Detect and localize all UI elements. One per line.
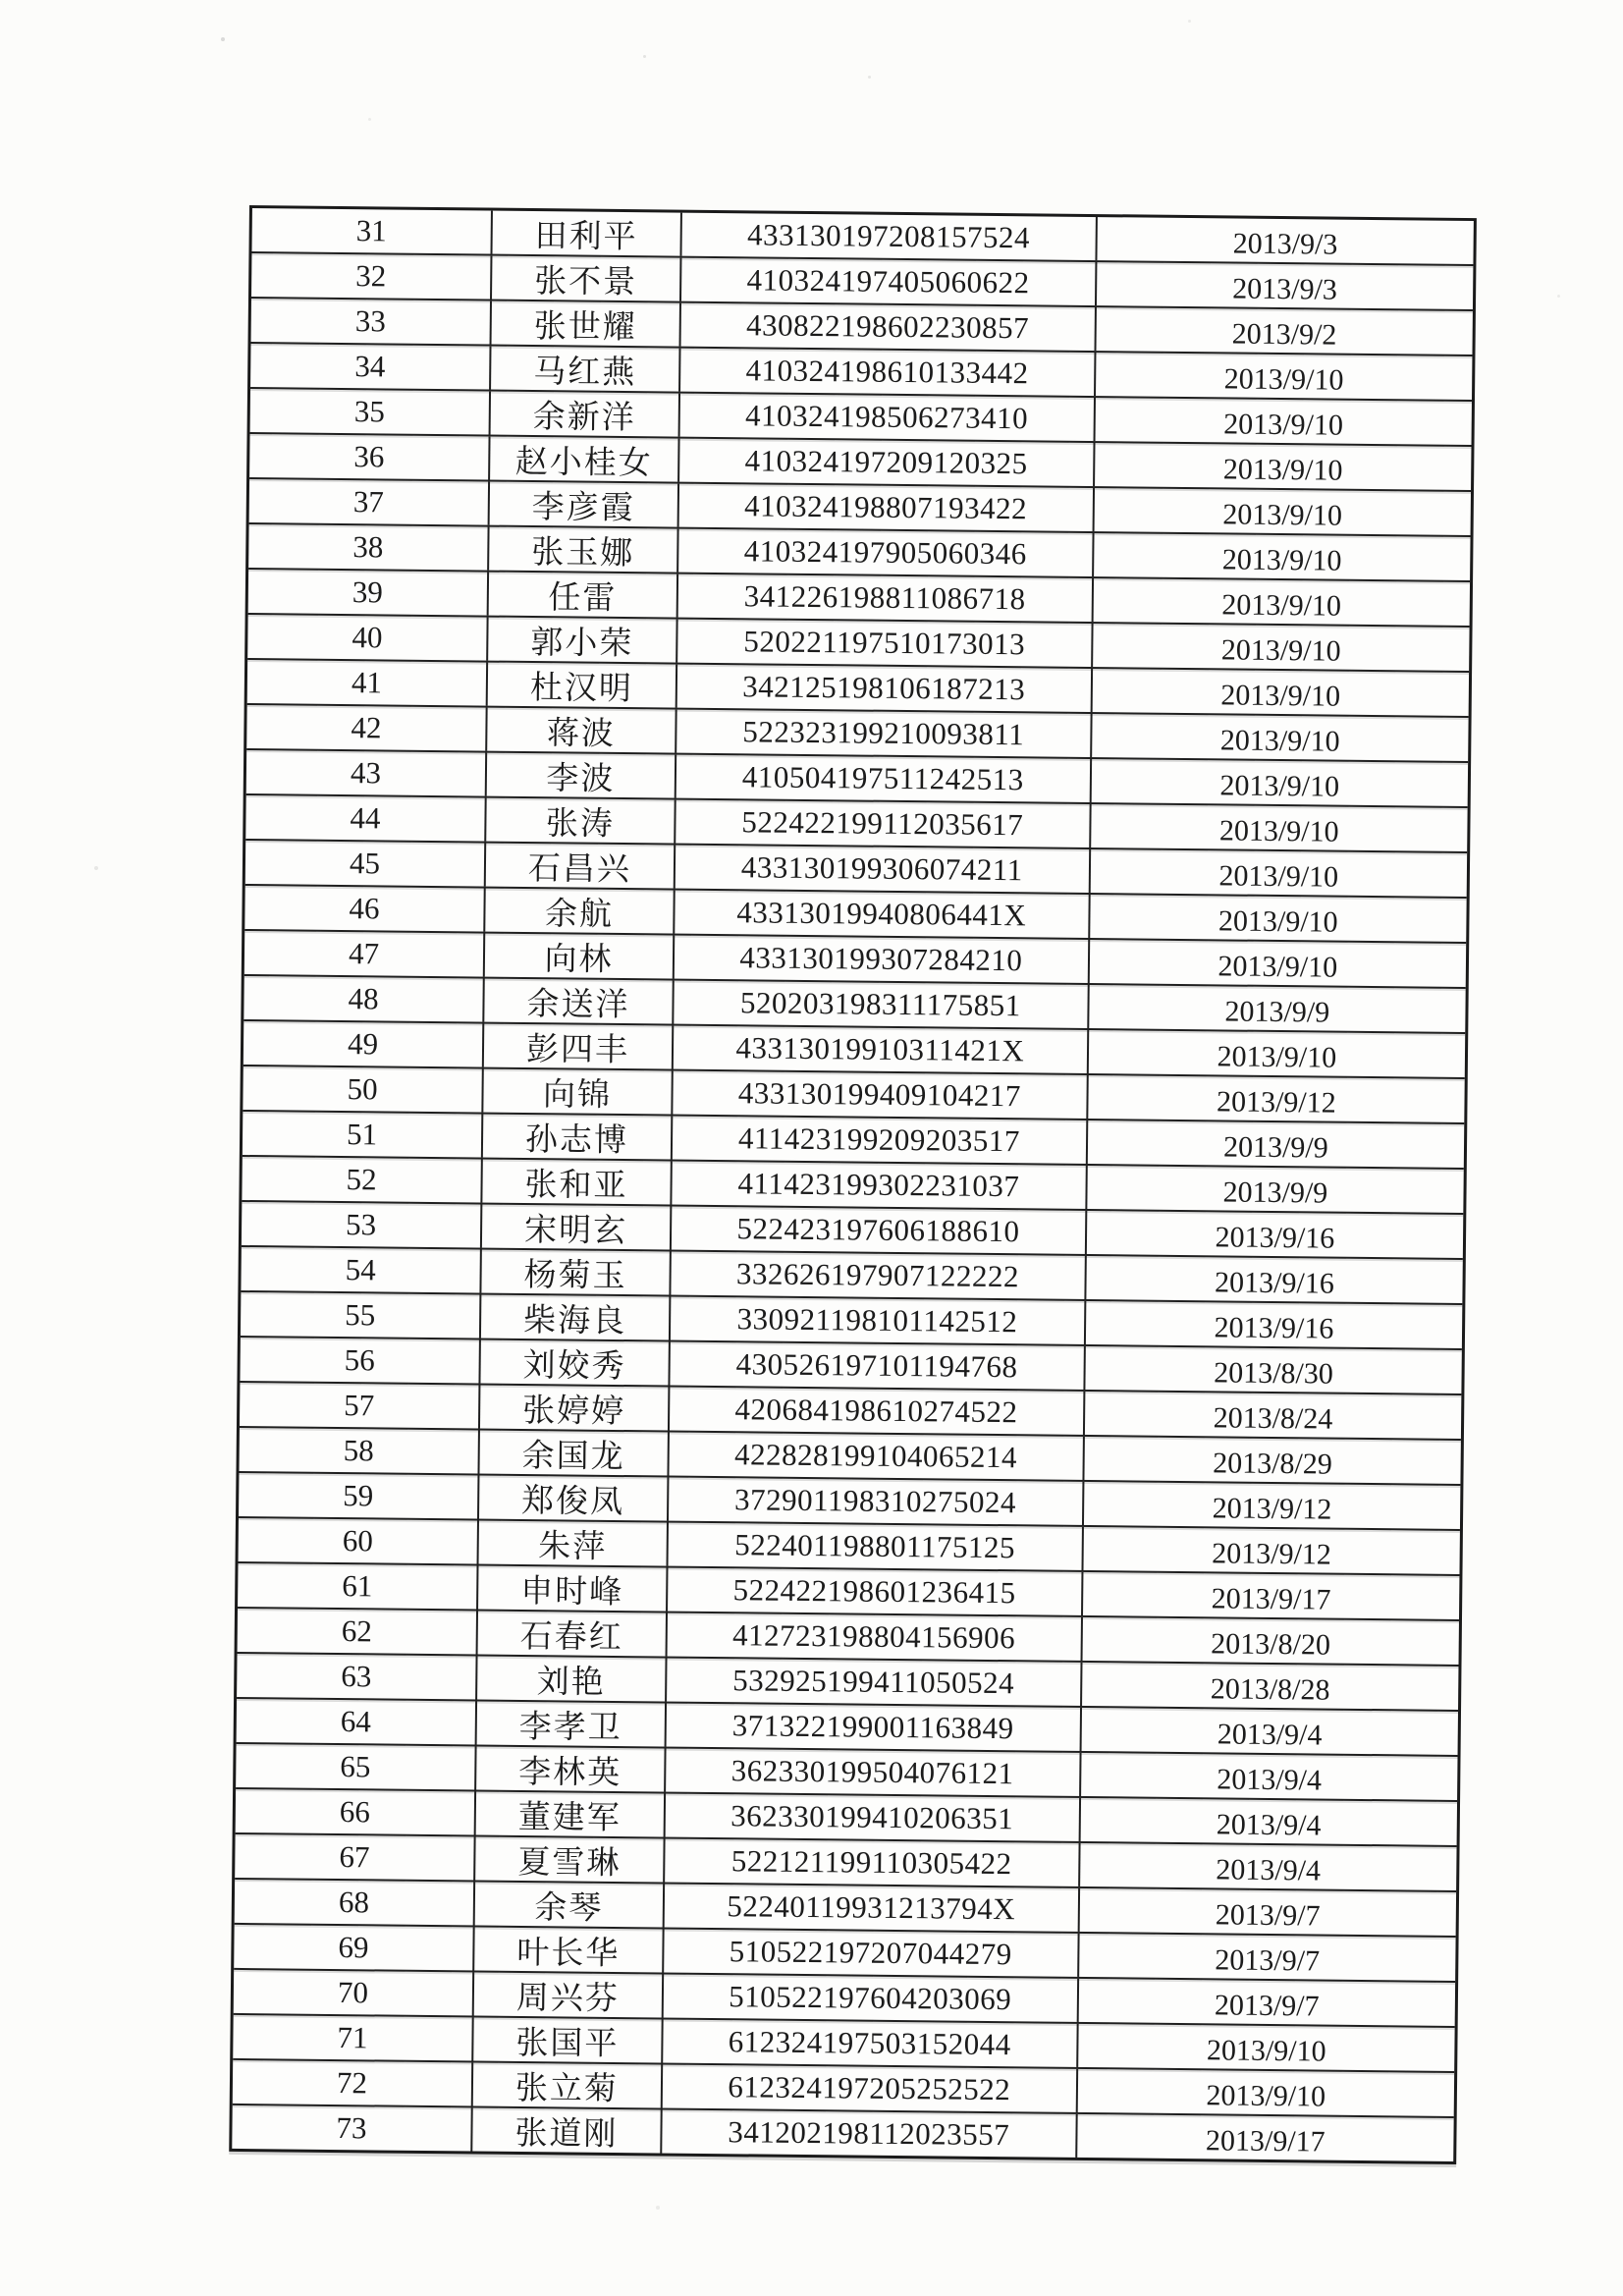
- name-cell: 余航: [485, 889, 675, 934]
- date-cell: 2013/9/9: [1224, 995, 1330, 1029]
- row-index-cell: 59: [239, 1473, 480, 1519]
- name-cell: 彭四丰: [484, 1024, 674, 1069]
- row-index-cell: 64: [237, 1699, 478, 1745]
- name-cell: 杨菊玉: [481, 1250, 671, 1295]
- row-index-cell: 31: [252, 208, 494, 254]
- id-number-cell: 522323199210093811: [676, 710, 1092, 757]
- name-cell: 余琴: [475, 1883, 665, 1928]
- date-cell: 2013/9/10: [1218, 814, 1339, 848]
- id-number-cell: 433130197208157524: [681, 213, 1097, 260]
- id-number-cell: 410504197511242513: [676, 755, 1092, 802]
- name-cell: 田利平: [493, 211, 682, 256]
- row-index-cell: 41: [247, 660, 489, 706]
- date-cell: 2013/8/20: [1211, 1627, 1331, 1662]
- id-number-cell: 341226198811086718: [678, 574, 1094, 622]
- name-cell: 石昌兴: [486, 844, 676, 889]
- row-index-cell: 70: [234, 1970, 475, 2016]
- row-index-cell: 46: [244, 886, 486, 932]
- row-index-cell: 73: [232, 2105, 473, 2152]
- date-cell: 2013/9/2: [1231, 317, 1337, 352]
- name-cell: 李林英: [476, 1747, 666, 1792]
- scan-speck: [221, 37, 225, 41]
- name-cell: 张立菊: [473, 2062, 663, 2107]
- date-cell: 2013/9/10: [1222, 453, 1343, 487]
- name-cell: 张不景: [492, 256, 681, 301]
- row-index-cell: 54: [241, 1247, 482, 1293]
- date-cell: 2013/9/12: [1212, 1537, 1332, 1571]
- name-cell: 张涛: [486, 798, 676, 844]
- date-cell: 2013/9/3: [1232, 272, 1338, 306]
- row-index-cell: 65: [236, 1744, 477, 1790]
- row-index-cell: 53: [242, 1202, 483, 1248]
- row-index-cell: 35: [250, 389, 492, 435]
- row-index-cell: 52: [242, 1157, 483, 1203]
- scan-speck: [1188, 20, 1191, 23]
- row-index-cell: 48: [243, 976, 485, 1022]
- id-number-cell: 362330199410206351: [665, 1794, 1080, 1841]
- name-cell: 蒋波: [487, 708, 676, 753]
- row-index-cell: 72: [233, 2060, 474, 2106]
- name-cell: 任雷: [489, 573, 678, 618]
- row-index-cell: 68: [235, 1880, 476, 1926]
- row-index-cell: 42: [246, 705, 488, 751]
- name-cell: 李彦霞: [490, 482, 679, 527]
- row-index-cell: 39: [248, 570, 490, 616]
- id-number-cell: 522121199110305422: [665, 1839, 1080, 1886]
- id-number-cell: 430526197101194768: [670, 1342, 1085, 1390]
- date-cell: 2013/9/10: [1217, 904, 1338, 939]
- row-index-cell: 32: [251, 253, 493, 300]
- name-cell: 夏雪琳: [475, 1837, 665, 1883]
- scan-speck: [368, 118, 371, 121]
- date-cell: 2013/9/7: [1214, 1989, 1320, 2023]
- row-index-cell: 36: [249, 434, 491, 480]
- row-index-cell: 58: [240, 1428, 481, 1474]
- row-index-cell: 38: [248, 524, 490, 571]
- id-number-cell: 510522197207044279: [664, 1930, 1079, 1977]
- date-cell: 2013/9/12: [1212, 1492, 1332, 1526]
- name-cell: 石春红: [478, 1612, 668, 1657]
- name-cell: 余国龙: [480, 1431, 670, 1476]
- id-number-cell: 433130199306074211: [676, 846, 1091, 893]
- id-number-cell: 412723198804156906: [667, 1613, 1082, 1661]
- date-cell: 2013/9/4: [1216, 1853, 1322, 1887]
- row-index-cell: 63: [237, 1654, 478, 1700]
- name-cell: 余新洋: [491, 392, 680, 437]
- id-number-cell: 411423199302231037: [672, 1162, 1087, 1209]
- id-number-cell: 341202198112023557: [662, 2110, 1077, 2158]
- name-cell: 申时峰: [478, 1566, 668, 1612]
- date-cell: 2013/9/9: [1222, 1130, 1328, 1165]
- row-index-cell: 43: [246, 750, 488, 796]
- id-number-cell: 612324197205252522: [663, 2065, 1078, 2112]
- name-cell: 刘艳: [477, 1657, 667, 1702]
- date-cell: 2013/9/10: [1223, 408, 1344, 442]
- id-number-cell: 532925199411050524: [667, 1659, 1082, 1706]
- id-number-cell: 612324197503152044: [663, 2020, 1078, 2067]
- date-cell: 2013/9/10: [1217, 1040, 1337, 1074]
- name-cell: 向锦: [483, 1069, 673, 1115]
- name-cell: 张国平: [473, 2017, 663, 2062]
- date-cell: 2013/9/4: [1217, 1763, 1323, 1797]
- name-cell: 郑俊凤: [479, 1476, 669, 1521]
- id-number-cell: 332626197907122222: [671, 1252, 1086, 1299]
- name-cell: 赵小桂女: [490, 437, 679, 482]
- row-index-cell: 71: [233, 2015, 474, 2061]
- id-number-cell: 410324197405060622: [681, 258, 1097, 305]
- id-number-cell: 522401198801175125: [668, 1523, 1083, 1570]
- row-index-cell: 51: [243, 1112, 484, 1158]
- name-cell: 孙志博: [483, 1115, 673, 1160]
- name-cell: 董建军: [476, 1792, 666, 1837]
- row-index-cell: 33: [251, 299, 493, 345]
- id-number-cell: 410324197905060346: [678, 529, 1094, 576]
- id-number-cell: 410324198610133442: [680, 349, 1096, 396]
- row-index-cell: 57: [240, 1383, 481, 1429]
- name-cell: 张道刚: [472, 2107, 662, 2153]
- date-cell: 2013/9/16: [1214, 1311, 1334, 1345]
- id-number-cell: 410324198807193422: [678, 484, 1094, 531]
- row-index-cell: 56: [240, 1338, 481, 1384]
- row-index-cell: 60: [239, 1518, 480, 1564]
- date-cell: 2013/9/10: [1206, 2034, 1326, 2068]
- name-cell: 刘姣秀: [481, 1340, 671, 1386]
- date-cell: 2013/9/10: [1220, 679, 1341, 713]
- id-number-cell: 330921198101142512: [671, 1297, 1086, 1344]
- name-cell: 余送洋: [484, 979, 674, 1024]
- date-cell: 2013/8/24: [1213, 1401, 1333, 1436]
- name-cell: 柴海良: [481, 1295, 671, 1340]
- id-number-cell: 420684198610274522: [670, 1388, 1085, 1435]
- date-cell: 2013/9/16: [1215, 1221, 1335, 1255]
- id-number-cell: 433130199307284210: [675, 936, 1090, 983]
- name-cell: 周兴芬: [474, 1972, 664, 2017]
- date-cell: 2013/9/17: [1211, 1582, 1331, 1616]
- date-cell: 2013/9/10: [1221, 588, 1342, 623]
- id-number-cell: 522423197606188610: [672, 1207, 1087, 1254]
- scan-speck: [868, 76, 871, 79]
- name-cell: 马红燕: [491, 347, 680, 392]
- date-cell: 2013/9/10: [1219, 724, 1340, 758]
- name-cell: 杜汉明: [488, 663, 677, 708]
- row-index-cell: 67: [235, 1834, 476, 1881]
- date-cell: 2013/9/4: [1216, 1808, 1322, 1842]
- row-index-cell: 62: [238, 1609, 479, 1655]
- name-cell: 张玉娜: [489, 527, 678, 573]
- date-cell: 2013/9/10: [1222, 498, 1343, 532]
- row-index-cell: 45: [245, 841, 487, 887]
- name-cell: 张和亚: [482, 1160, 672, 1205]
- date-cell: 2013/8/30: [1213, 1356, 1334, 1391]
- date-cell: 2013/9/17: [1205, 2124, 1325, 2159]
- row-index-cell: 69: [234, 1925, 475, 1971]
- row-index-cell: 61: [238, 1563, 479, 1610]
- name-cell: 叶长华: [474, 1928, 664, 1973]
- name-cell: 宋明玄: [482, 1205, 672, 1250]
- name-cell: 郭小荣: [488, 618, 677, 663]
- date-cell: 2013/9/10: [1220, 633, 1341, 668]
- id-number-cell: 410324197209120325: [679, 439, 1095, 486]
- id-number-cell: 362330199504076121: [666, 1749, 1081, 1796]
- row-index-cell: 50: [243, 1066, 484, 1113]
- name-cell: 向林: [485, 934, 675, 979]
- id-number-cell: 433130199409104217: [673, 1071, 1088, 1119]
- id-number-cell: 510522197604203069: [664, 1975, 1079, 2022]
- date-cell: 2013/9/7: [1215, 1943, 1321, 1978]
- id-number-cell: 342125198106187213: [677, 665, 1093, 712]
- roster-table: [229, 205, 1477, 2164]
- id-number-cell: 522422198601236415: [668, 1568, 1083, 1615]
- id-number-cell: 522422199112035617: [676, 800, 1091, 847]
- scan-speck: [656, 2206, 660, 2210]
- row-index-cell: 37: [249, 479, 491, 525]
- name-cell: 朱萍: [479, 1521, 669, 1566]
- row-index-cell: 47: [244, 931, 486, 977]
- date-cell: 2013/9/10: [1219, 769, 1340, 803]
- date-cell: 2013/9/12: [1216, 1085, 1336, 1120]
- id-number-cell: 43313019940806441X: [675, 891, 1090, 938]
- date-cell: 2013/9/10: [1206, 2079, 1326, 2113]
- name-cell: 张世耀: [492, 301, 681, 347]
- id-number-cell: 52240119931213794X: [665, 1885, 1080, 1932]
- id-number-cell: 410324198506273410: [679, 394, 1095, 441]
- id-number-cell: 422828199104065214: [669, 1433, 1084, 1480]
- date-cell: 2013/9/3: [1232, 227, 1338, 261]
- date-cell: 2013/9/16: [1214, 1266, 1334, 1300]
- date-cell: 2013/9/10: [1218, 859, 1339, 894]
- id-number-cell: 520221197510173013: [677, 620, 1093, 667]
- date-cell: 2013/8/28: [1210, 1672, 1330, 1707]
- scan-speck: [94, 866, 98, 870]
- id-number-cell: 430822198602230857: [680, 303, 1096, 351]
- id-number-cell: 371322199001163849: [666, 1704, 1081, 1751]
- date-cell: 2013/9/10: [1223, 362, 1344, 397]
- row-index-cell: 40: [247, 615, 489, 661]
- id-number-cell: 43313019910311421X: [674, 1026, 1089, 1073]
- row-index-cell: 66: [236, 1789, 477, 1835]
- id-number-cell: 411423199209203517: [673, 1117, 1088, 1164]
- row-index-cell: 44: [245, 795, 487, 842]
- row-index-cell: 34: [250, 344, 492, 390]
- scan-speck: [1557, 295, 1560, 298]
- row-index-cell: 49: [243, 1021, 485, 1067]
- date-cell: 2013/9/9: [1222, 1175, 1328, 1210]
- name-cell: 张婷婷: [480, 1386, 670, 1431]
- date-cell: 2013/9/7: [1215, 1898, 1321, 1933]
- scan-speck: [643, 55, 646, 58]
- date-cell: 2013/9/4: [1217, 1718, 1323, 1752]
- date-cell: 2013/9/10: [1217, 950, 1338, 984]
- id-number-cell: 372901198310275024: [669, 1478, 1084, 1525]
- date-cell: 2013/8/29: [1213, 1447, 1333, 1481]
- row-index-cell: 55: [241, 1292, 482, 1339]
- id-number-cell: 520203198311175851: [674, 981, 1089, 1028]
- name-cell: 李孝卫: [477, 1702, 667, 1747]
- date-cell: 2013/9/10: [1221, 543, 1342, 577]
- name-cell: 李波: [487, 753, 676, 798]
